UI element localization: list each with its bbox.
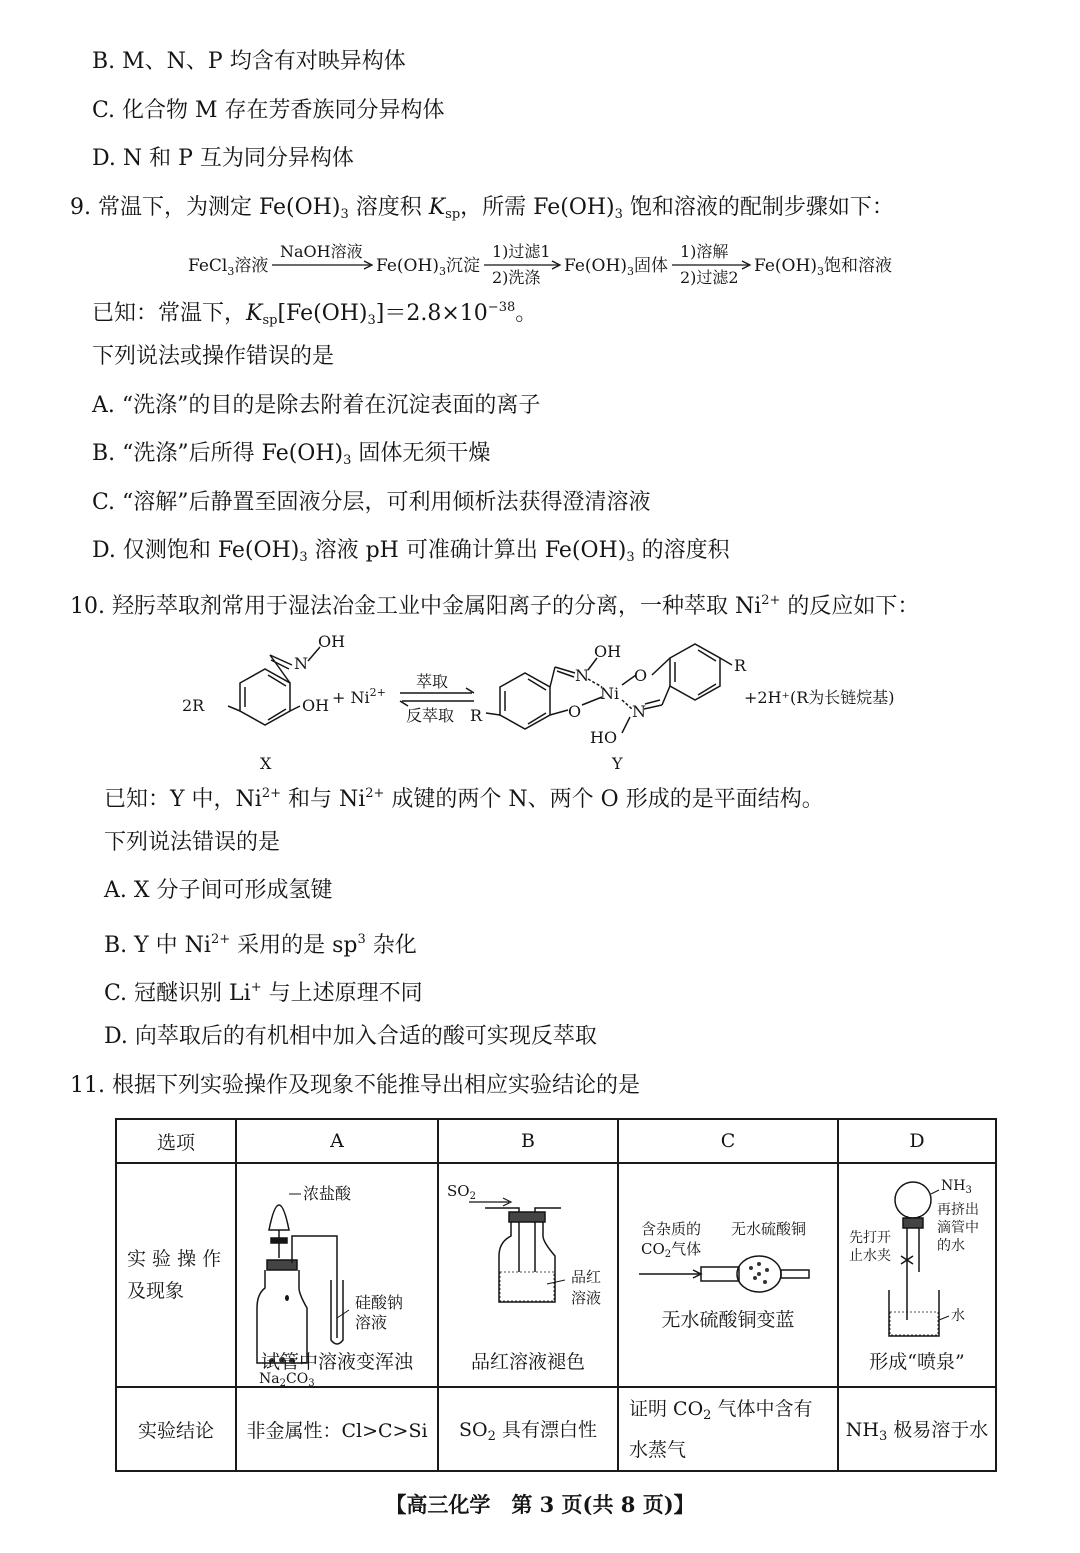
flow-step-solid: $Fe(OH)_3$固体 <box>564 256 668 278</box>
label-ni-ion: + $Ni^{2+}$ <box>332 686 386 707</box>
beaker <box>889 1290 939 1336</box>
granule <box>765 1268 769 1272</box>
q10-option-b <box>104 926 417 960</box>
conclusion-b <box>438 1387 618 1471</box>
q10-option-c <box>104 974 423 1008</box>
bond <box>582 697 602 705</box>
label-o: O <box>634 666 648 685</box>
q9-stem-text: 溶度积 <box>348 195 429 220</box>
conclusion-b-text: SO <box>459 1418 488 1441</box>
label-co2-gas: $CO_2$气体 <box>641 1240 702 1260</box>
q9-option-d <box>92 537 730 572</box>
table-row-conclusion <box>116 1387 996 1471</box>
label-squeeze: 再挤出 <box>937 1202 979 1218</box>
label-conc-hcl: 浓盐酸 <box>303 1184 352 1203</box>
coordinate-bond <box>622 700 632 709</box>
pointer <box>547 1280 565 1284</box>
q9-option-a: A. “洗涤”的目的是除去附着在沉淀表面的离子 <box>92 393 541 418</box>
q9-option-b-text: 固体无须干燥 <box>351 441 491 466</box>
cell-c-apparatus <box>618 1163 838 1387</box>
label-products: +2H⁺(R为长链烷基) <box>744 688 895 707</box>
q8-option-b: B. M、N、P 均含有对映异构体 <box>92 49 406 74</box>
pointer <box>939 1316 949 1320</box>
compound-label-x: X <box>260 754 272 773</box>
label-magenta: 品红 <box>571 1268 602 1286</box>
superscript: 3 <box>357 932 366 947</box>
double-bond <box>645 700 660 704</box>
table-row-operation <box>116 1163 996 1387</box>
droplet <box>285 1295 289 1301</box>
label-n: N <box>632 702 646 721</box>
q9-known <box>92 294 537 335</box>
apparatus-d-diagram <box>839 1172 995 1342</box>
q9-stem <box>70 194 894 229</box>
row-label-line: 实 验 操 作 <box>127 1248 222 1270</box>
stopcock <box>271 1238 287 1243</box>
subscript: 2 <box>487 1428 496 1444</box>
q10-option-c-text: C. 冠醚识别 Li <box>104 981 251 1006</box>
label-n: N <box>575 666 589 685</box>
dye-solution <box>500 1272 554 1301</box>
q10-known-text: 已知：Y 中，Ni <box>104 787 262 812</box>
row-label-conclusion: 实验结论 <box>116 1387 236 1471</box>
subscript: 2 <box>703 1407 712 1423</box>
label-solution: 溶液 <box>355 1313 388 1332</box>
q9-option-d-text: D. 仅测饱和 Fe(OH) <box>92 538 300 563</box>
flow-arrow3-label-bottom: 2)过滤2 <box>680 268 739 287</box>
q10-option-b-text: 采用的是 sp <box>230 933 358 958</box>
label-anhydrous-cuso4: 无水硫酸铜 <box>731 1220 807 1238</box>
q10-option-a: A. X 分子间可形成氢键 <box>104 878 333 903</box>
bond <box>486 713 500 715</box>
q10-option-b-text: B. Y 中 Ni <box>104 933 211 958</box>
granule <box>749 1266 753 1270</box>
q9-prompt: 下列说法或操作错误的是 <box>92 344 335 369</box>
q8-option-c: C. 化合物 M 存在芳香族同分异构体 <box>92 98 445 123</box>
q10-stem-text: 的反应如下： <box>780 594 920 619</box>
subscript: 3 <box>343 453 352 468</box>
bond <box>228 706 240 711</box>
phenomenon-c: 无水硫酸铜变蓝 <box>661 1309 795 1331</box>
bond <box>550 667 555 687</box>
conclusion-d <box>838 1387 996 1471</box>
separatory-funnel <box>269 1205 289 1230</box>
conclusion-d-text: 极易溶于水 <box>887 1418 989 1441</box>
label-r: R <box>470 706 483 725</box>
round-flask <box>895 1182 931 1218</box>
flow-arrow1-label: NaOH溶液 <box>280 242 363 261</box>
superscript: + <box>250 980 262 995</box>
benzene-ring-y-left <box>500 673 550 729</box>
q11-experiment-table <box>115 1118 997 1472</box>
label-na2co3: $Na_2CO_3$ <box>259 1371 315 1389</box>
q10-option-c-text: 与上述原理不同 <box>261 981 423 1006</box>
double-bond <box>528 679 546 690</box>
wash-bottle <box>499 1222 555 1302</box>
phenomenon-b: 品红溶液褪色 <box>470 1351 585 1373</box>
q10-known-text: 和与 Ni <box>280 787 366 812</box>
q9-stem-text: 饱和溶液的配制步骤如下： <box>622 195 894 220</box>
conclusion-c-text: 水蒸气 <box>629 1438 687 1461</box>
q9-stem-text: ，所需 Fe(OH) <box>460 195 615 220</box>
superscript: −38 <box>487 300 516 315</box>
water-in-beaker <box>890 1312 938 1335</box>
label-ho: HO <box>590 728 618 747</box>
granule <box>753 1276 757 1280</box>
label-water: 水 <box>951 1308 965 1324</box>
ksp-symbol: K <box>246 301 263 326</box>
cell-b-apparatus <box>438 1163 618 1387</box>
flow-step-precipitate: $Fe(OH)_3$沉淀 <box>376 256 480 278</box>
compound-label-y: Y <box>612 754 623 773</box>
q9-known-text: 。 <box>515 301 538 326</box>
benzene-ring-y-right <box>670 644 720 700</box>
label-back-extraction: 反萃取 <box>406 706 455 725</box>
q10-option-b-text: 杂化 <box>365 933 417 958</box>
q10-known <box>104 780 824 814</box>
ksp-symbol: K <box>428 195 446 220</box>
flow-step-fecl3: FeCl$_3$溶液 <box>188 256 269 278</box>
bond <box>720 658 732 665</box>
double-bond <box>271 660 289 669</box>
phenomenon-a: 试管中溶液变浑浊 <box>260 1351 413 1373</box>
q11-stem: 11. 根据下列实验操作及现象不能推导出相应实验结论的是 <box>70 1073 640 1098</box>
bond <box>652 658 670 675</box>
label-r: R <box>734 656 747 675</box>
subscript: sp <box>445 207 461 222</box>
q9-option-d-text: 的溶度积 <box>634 538 730 563</box>
header-a: A <box>236 1119 438 1163</box>
bond <box>662 686 670 705</box>
label-nh3: $NH_3$ <box>941 1178 972 1196</box>
stopper <box>509 1212 545 1222</box>
label-clamp: 止水夹 <box>849 1248 891 1264</box>
flow-arrow3-label-top: 1)溶解 <box>680 242 729 261</box>
q9-option-d-text: 溶液 pH 可准确计算出 Fe(OH) <box>307 538 627 563</box>
superscript: 2+ <box>261 786 281 801</box>
double-bond <box>268 675 286 686</box>
conclusion-c <box>618 1387 838 1471</box>
conclusion-c-text: 气体中含有 <box>711 1397 813 1420</box>
cell-a-apparatus <box>236 1163 438 1387</box>
q8-option-d: D. N 和 P 互为同分异构体 <box>92 146 354 171</box>
q9-known-text: 已知：常温下， <box>92 301 247 326</box>
label-ni: Ni <box>600 684 620 703</box>
granule <box>763 1280 767 1284</box>
q10-reaction-scheme <box>170 625 930 775</box>
bond <box>290 706 300 711</box>
granule <box>757 1272 761 1276</box>
q9-known-value: ]＝2.8×10 <box>375 301 488 326</box>
label-oh: OH <box>594 642 622 661</box>
table-header-row <box>116 1119 996 1163</box>
cell-d-apparatus <box>838 1163 996 1387</box>
q9-option-b-text: B. “洗涤”后所得 Fe(OH) <box>92 441 344 466</box>
label-oh: OH <box>318 632 346 651</box>
benzene-ring-x <box>240 669 290 725</box>
q10-stem <box>70 587 919 621</box>
flow-step-saturated: $Fe(OH)_3$饱和溶液 <box>754 256 892 278</box>
header-option: 选项 <box>116 1119 236 1163</box>
label-oh: OH <box>302 696 330 715</box>
subscript: 3 <box>340 207 349 222</box>
subscript: 3 <box>614 207 623 222</box>
label-n: N <box>294 654 308 673</box>
flow-arrow2-label-bottom: 2)洗涤 <box>492 268 541 287</box>
label-so2: $SO_2$ <box>447 1182 476 1202</box>
drying-tube-end <box>701 1267 739 1281</box>
subscript: 3 <box>626 550 635 565</box>
label-2r: 2R <box>182 696 205 715</box>
apparatus-b-diagram <box>439 1172 617 1342</box>
q10-option-d: D. 向萃取后的有机相中加入合适的酸可实现反萃取 <box>104 1024 597 1049</box>
q9-stem-text: 9. 常温下，为测定 Fe(OH) <box>70 195 341 220</box>
double-bond <box>698 650 716 661</box>
q9-option-b <box>92 440 490 475</box>
label-impure: 含杂质的 <box>641 1220 702 1238</box>
label-open-first: 先打开 <box>849 1230 891 1246</box>
subscript: 3 <box>299 550 308 565</box>
conclusion-c-text: 证明 CO <box>629 1397 704 1420</box>
q9-flow-diagram <box>180 238 900 298</box>
flow-arrow2-label-top: 1)过滤1 <box>492 242 551 261</box>
header-b: B <box>438 1119 618 1163</box>
header-d: D <box>838 1119 996 1163</box>
phenomenon-d: 形成“喷泉” <box>869 1351 965 1373</box>
row-label-operation <box>116 1163 236 1387</box>
conclusion-a: 非金属性：Cl>C>Si <box>236 1387 438 1471</box>
conclusion-d-text: NH <box>845 1418 879 1441</box>
q9-option-c: C. “溶解”后静置至固液分层，可利用倾析法获得澄清溶液 <box>92 490 651 515</box>
granule <box>757 1262 761 1266</box>
q9-known-text: [Fe(OH) <box>277 301 368 326</box>
label-sodium-silicate: 硅酸钠 <box>355 1293 404 1312</box>
page-footer: 【高三化学 第 3 页(共 8 页)】 <box>385 1492 695 1517</box>
stopper <box>903 1218 923 1228</box>
superscript: 2+ <box>210 932 231 947</box>
q10-known-text: 成键的两个 N、两个 O 形成的是平面结构。 <box>384 787 824 812</box>
bond <box>644 705 662 709</box>
superscript: 2+ <box>365 786 385 801</box>
row-label-line: 及现象 <box>127 1280 185 1302</box>
subscript: sp <box>262 313 278 328</box>
q10-prompt: 下列说法错误的是 <box>104 830 281 855</box>
bond <box>550 710 568 715</box>
label-dropper: 滴管中 <box>937 1220 979 1236</box>
bond <box>622 717 630 733</box>
conclusion-b-text: 具有漂白性 <box>495 1418 597 1441</box>
subscript: 3 <box>878 1428 888 1444</box>
q10-stem-text: 10. 羟肟萃取剂常用于湿法冶金工业中金属阳离子的分离，一种萃取 Ni <box>70 594 762 619</box>
label-extraction: 萃取 <box>416 672 449 691</box>
label-solution: 溶液 <box>571 1289 602 1307</box>
superscript: 2+ <box>761 593 781 608</box>
label-water: 的水 <box>937 1238 965 1254</box>
header-c: C <box>618 1119 838 1163</box>
label-o: O <box>568 702 582 721</box>
drying-tube-outlet <box>781 1270 809 1278</box>
subscript: 3 <box>367 313 376 328</box>
pointer <box>931 1190 939 1194</box>
